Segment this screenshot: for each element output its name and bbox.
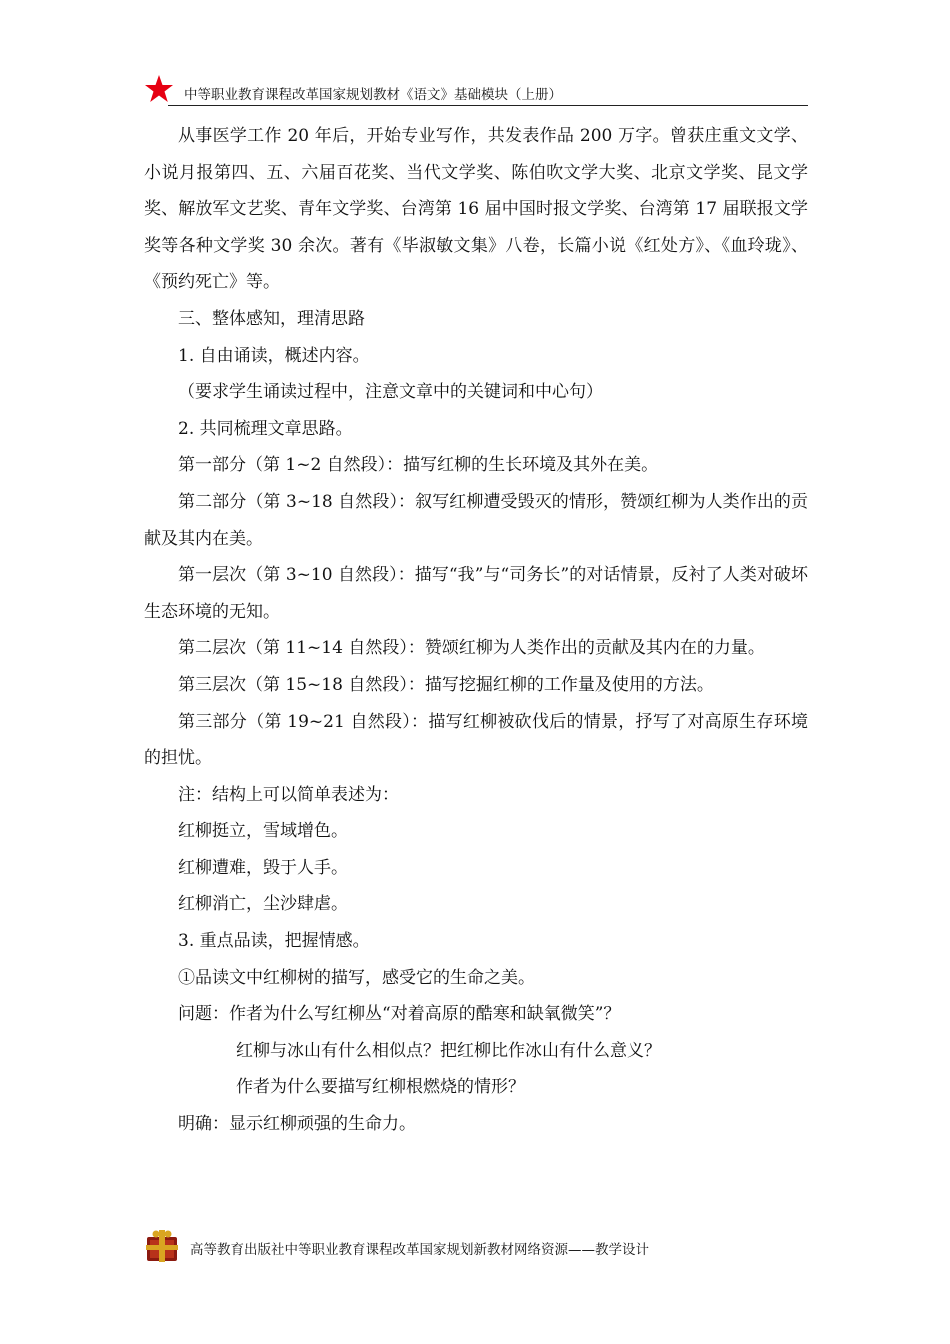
step-2: 2. 共同梳理文章思路。 <box>178 418 353 439</box>
publisher-logo-icon <box>144 1228 180 1264</box>
structure-note: 注：结构上可以简单表述为： <box>178 784 399 805</box>
header-title: 中等职业教育课程改革国家规划教材《语文》基础模块（上册） <box>184 87 562 103</box>
red-star-icon <box>144 74 174 104</box>
header-rule <box>168 105 808 106</box>
author-bio-paragraph: 从事医学工作 20 年后，开始专业写作，共发表作品 200 万字。曾获庄重文文学、小说月报第四、五、六届百花奖、当代文学奖、陈伯吹文学大奖、北京文学奖、昆文学奖、解放军文艺奖、青年文学奖、台湾第 16 届中国时报文学奖、台湾第 17 届联报文学奖等各种文学奖 30 余次。著有《毕淑敏文集》八卷，长篇小说《红处方》、《血玲珑》、《预约死亡》等。 <box>144 126 808 293</box>
question-2: 红柳与冰山有什么相似点？把红柳比作冰山有什么意义？ <box>236 1040 661 1061</box>
part-3: 第三部分（第 19~21 自然段）：描写红柳被砍伐后的情景，抒写了对高原生存环境的担忧。 <box>144 711 808 769</box>
step-1-note: （要求学生诵读过程中，注意文章中的关键词和中心句） <box>178 382 603 403</box>
part-1: 第一部分（第 1~2 自然段）：描写红柳的生长环境及其外在美。 <box>178 455 659 476</box>
question-1: 问题：作者为什么写红柳丛“对着高原的酷寒和缺氧微笑”？ <box>178 1004 621 1025</box>
part-2-layer-1: 第一层次（第 3~10 自然段）：描写“我”与“司务长”的对话情景，反衬了人类对破坏生态环境的无知。 <box>144 565 808 622</box>
document-body <box>144 118 808 1143</box>
reading-point-1: ①品读文中红柳树的描写，感受它的生命之美。 <box>178 967 535 988</box>
summary-line-1: 红柳挺立，雪域增色。 <box>178 821 348 842</box>
question-3: 作者为什么要描写红柳根燃烧的情形？ <box>236 1077 525 1098</box>
summary-line-2: 红柳遭难，毁于人手。 <box>178 857 348 878</box>
section-heading: 三、整体感知，理清思路 <box>178 308 365 329</box>
step-3: 3. 重点品读，把握情感。 <box>178 931 370 952</box>
answer: 明确：显示红柳顽强的生命力。 <box>178 1114 416 1135</box>
part-2: 第二部分（第 3~18 自然段）：叙写红柳遭受毁灭的情形，赞颂红柳为人类作出的贡献及其内在美。 <box>144 491 808 549</box>
step-1: 1. 自由诵读，概述内容。 <box>178 345 370 366</box>
part-2-layer-3: 第三层次（第 15~18 自然段）：描写挖掘红柳的工作量及使用的方法。 <box>178 674 714 695</box>
page-header <box>144 72 808 106</box>
summary-line-3: 红柳消亡，尘沙肆虐。 <box>178 894 348 915</box>
part-2-layer-2: 第二层次（第 11~14 自然段）：赞颂红柳为人类作出的贡献及其内在的力量。 <box>178 638 765 659</box>
page-footer <box>144 1228 808 1268</box>
footer-text: 高等教育出版社中等职业教育课程改革国家规划新教材网络资源——教学设计 <box>190 1242 649 1258</box>
